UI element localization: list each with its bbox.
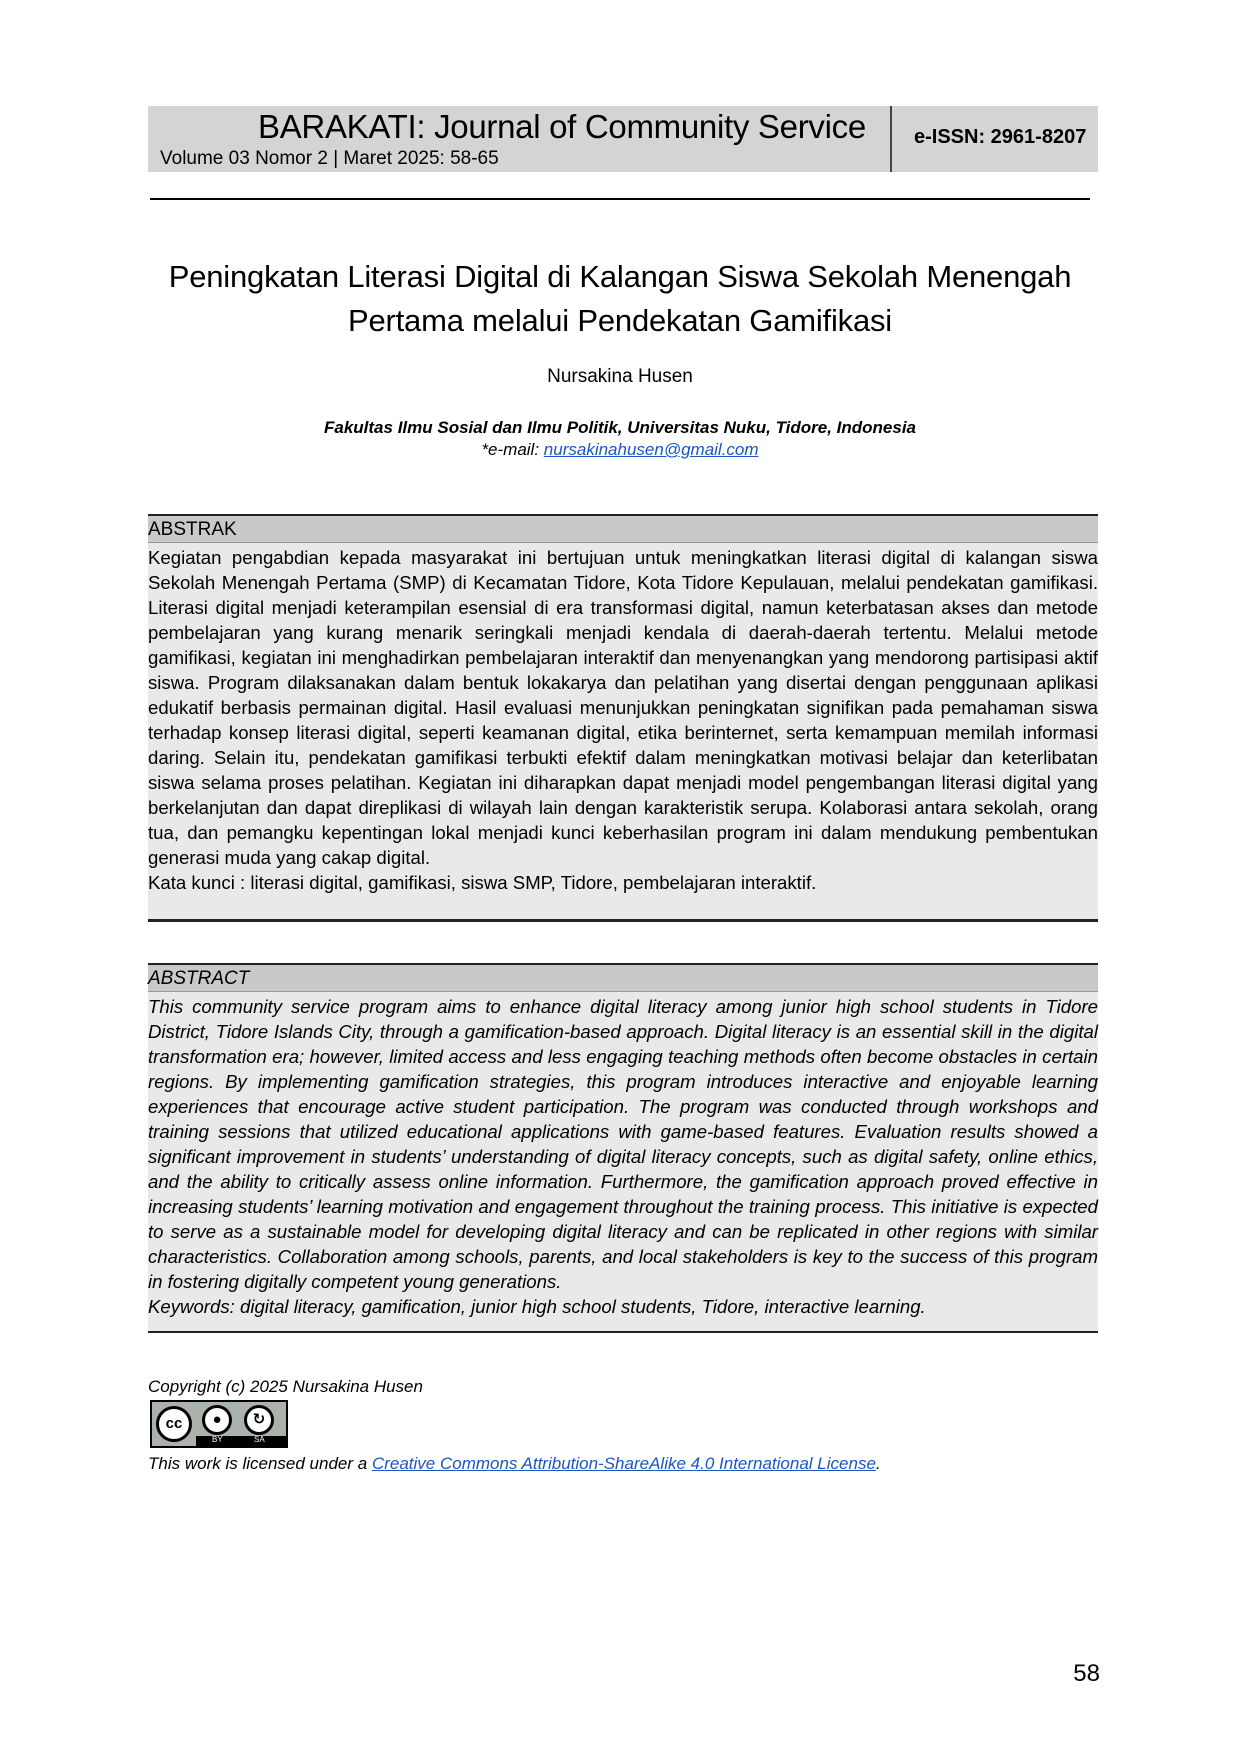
journal-header [148, 106, 1098, 172]
abstract-heading: ABSTRACT [148, 963, 1098, 992]
page-number: 58 [1073, 1660, 1100, 1687]
cc-badge-strip [196, 1436, 286, 1446]
title-line-2: Pertama melalui Pendekatan Gamifikasi [348, 303, 892, 338]
abstrak-body [148, 543, 1098, 919]
abstract-keywords-label: Keywords [148, 1296, 230, 1317]
issn: e-ISSN: 2961-8207 [914, 126, 1087, 148]
abstract-keywords [148, 1294, 1098, 1319]
email-link[interactable]: nursakinahusen@gmail.com [543, 440, 759, 459]
email-line [140, 440, 1100, 460]
email-label: *e-mail: [481, 440, 544, 459]
abstract-text: This community service program aims to enhance digital literacy among junior high school students in Tidore District, Tidore Islands City, through a gamification-based approach. Digital literacy is an essential skill in the digital transformation era; however, limited access and less engaging teaching methods often become obstacles in certain regions. By implementing gamification strategies, this program introduces interactive and enjoyable learning experiences that encourage active student participation. The program was conducted through workshops and training sessions that utilized educational applications with game-based features. Evaluation results showed a significant improvement in students’ understanding of digital literacy concepts, such as digital safety, online ethics, and the ability to critically assess online information. Furthermore, the gamification approach proved effective in increasing students’ learning motivation and engagement throughout the training process. This initiative is expected to serve as a sustainable model for developing digital literacy and can be replicated in other regions with similar characteristics. Collaboration among schools, parents, and local stakeholders is key to the success of this program in fostering digitally competent young generations. [148, 996, 1098, 1292]
abstract-body [148, 992, 1098, 1331]
abstrak-bottom-rule [148, 919, 1098, 922]
cc-by-sa-badge-icon[interactable] [150, 1400, 288, 1448]
abstract-bottom-rule [148, 1331, 1098, 1333]
journal-name: BARAKATI: Journal of Community Service [258, 108, 866, 145]
header-divider [890, 106, 892, 172]
author-name: Nursakina Husen [547, 366, 693, 387]
license-line [148, 1454, 881, 1474]
volume-line: Volume 03 Nomor 2 | Maret 2025: 58-65 [160, 148, 499, 169]
abstrak-keywords-list: : literasi digital, gamifikasi, siswa SMP, Tidore, pembelajaran interaktif. [234, 872, 817, 893]
cc-logo-icon: cc [156, 1406, 192, 1442]
share-alike-icon: ↻ [244, 1405, 274, 1435]
cc-by-label: BY [212, 1435, 223, 1444]
abstrak-section [148, 514, 1098, 922]
abstrak-text: Kegiatan pengabdian kepada masyarakat ini bertujuan untuk meningkatkan literasi digital di kalangan siswa Sekolah Menengah Pertama (SMP) di Kecamatan Tidore, Kota Tidore Kepulauan, melalui pendekatan gamifikasi. Literasi digital menjadi keterampilan esensial di era transformasi digital, namun keterbatasan akses dan metode pembelajaran yang kurang menarik seringkali menjadi kendala di daerah-daerah tertentu. Melalui metode gamifikasi, kegiatan ini menghadirkan pembelajaran interaktif dan menyenangkan yang mendorong partisipasi aktif siswa. Program dilaksanakan dalam bentuk lokakarya dan pelatihan yang disertai dengan penggunaan aplikasi edukatif berbasis permainan digital. Hasil evaluasi menunjukkan peningkatan signifikan pada pemahaman siswa terhadap konsep literasi digital, seperti keamanan digital, etika berinternet, serta kemampuan memilah informasi daring. Selain itu, pendekatan gamifikasi terbukti efektif dalam meningkatkan motivasi belajar dan keterlibatan siswa selama proses pelatihan. Kegiatan ini diharapkan dapat menjadi model pengembangan literasi digital yang berkelanjutan dan dapat direplikasi di wilayah lain dengan karakteristik serupa. Kolaborasi antara sekolah, orang tua, dan pemangku kepentingan lokal menjadi kunci keberhasilan program ini dalam mendukung pembentukan generasi muda yang cakap digital. [148, 547, 1098, 868]
article-title [140, 255, 1100, 343]
affiliation: Fakultas Ilmu Sosial dan Ilmu Politik, Universitas Nuku, Tidore, Indonesia [324, 418, 916, 437]
license-suffix: . [875, 1454, 881, 1473]
header-rule [150, 198, 1090, 200]
copyright-notice: Copyright (c) 2025 Nursakina Husen [148, 1377, 423, 1396]
license-link[interactable]: Creative Commons Attribution-ShareAlike 4.0 International License [371, 1454, 876, 1473]
cc-sa-label: SA [254, 1435, 265, 1444]
abstract-section [148, 963, 1098, 1333]
title-line-1: Peningkatan Literasi Digital di Kalangan Siswa Sekolah Menengah [168, 259, 1072, 294]
attribution-icon: ● [202, 1405, 232, 1435]
abstrak-heading: ABSTRAK [148, 514, 1098, 543]
abstract-keywords-list: : digital literacy, gamification, junior high school students, Tidore, interactive learning. [229, 1296, 926, 1317]
journal-header-left [148, 106, 890, 172]
abstrak-keywords [148, 870, 1098, 895]
license-prefix: This work is licensed under a [148, 1454, 372, 1473]
abstrak-keywords-label: Kata kunci [148, 872, 235, 893]
